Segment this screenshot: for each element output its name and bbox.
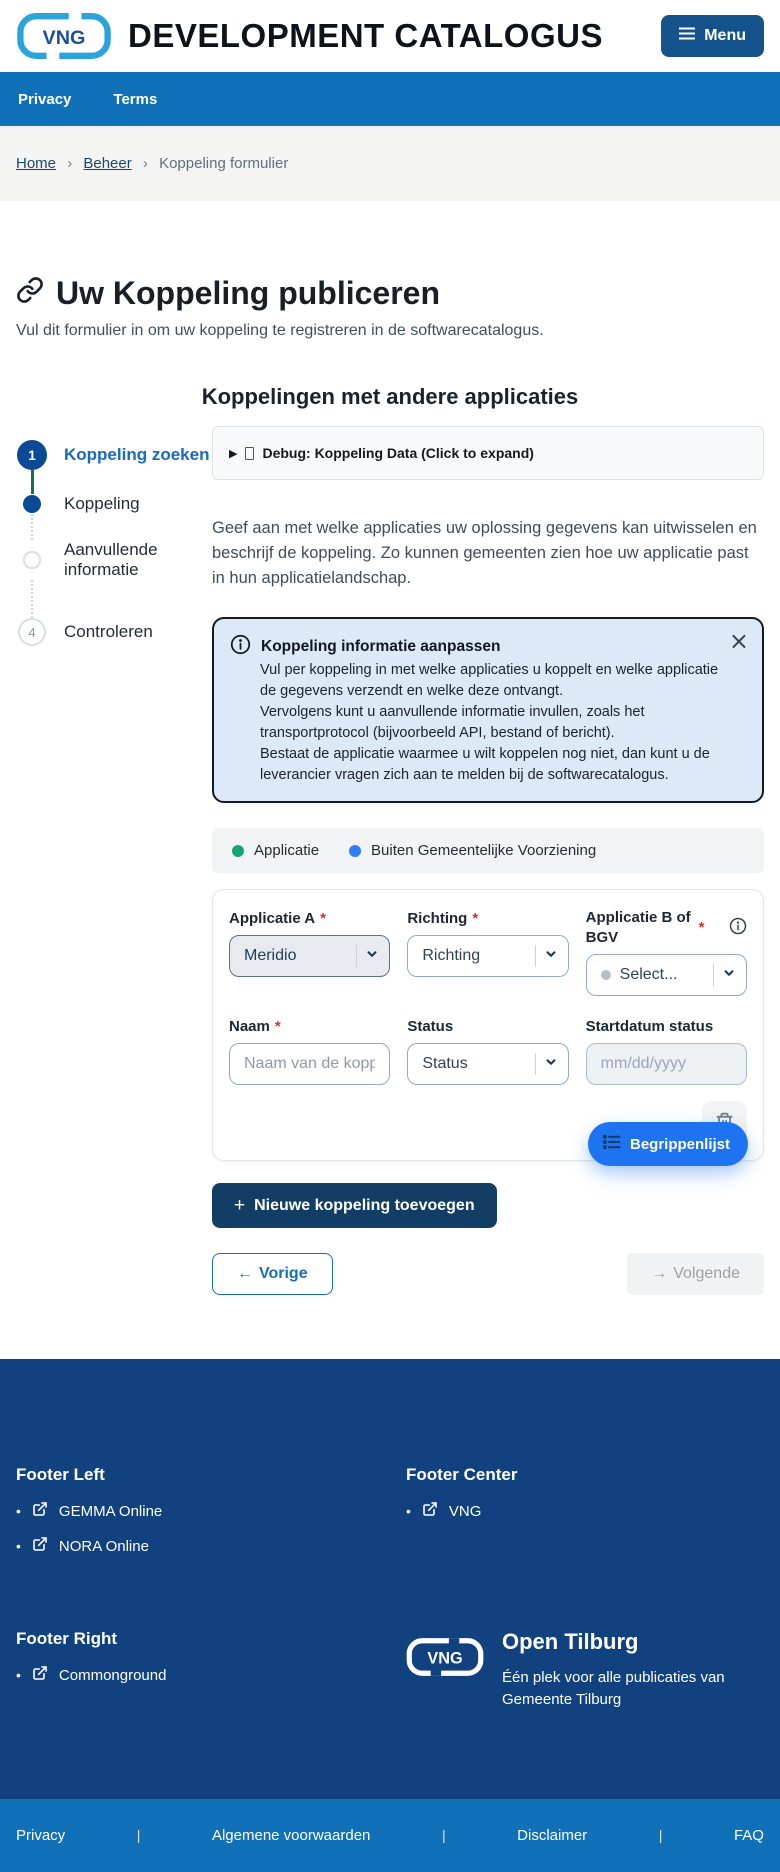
footer-left-heading: Footer Left bbox=[16, 1465, 105, 1485]
breadcrumb bbox=[0, 126, 780, 201]
field-status bbox=[407, 1016, 568, 1085]
bullet-icon: • bbox=[16, 1538, 21, 1555]
applicatie-a-select[interactable] bbox=[229, 935, 390, 977]
page-title bbox=[16, 275, 764, 312]
footer-link-gemma bbox=[16, 1501, 406, 1521]
step-4-label: Controleren bbox=[64, 622, 153, 641]
legend-bar bbox=[212, 828, 764, 873]
alert-body bbox=[260, 660, 722, 786]
breadcrumb-beheer[interactable]: Beheer bbox=[83, 155, 132, 172]
add-koppeling-label: Nieuwe koppeling toevoegen bbox=[254, 1196, 475, 1214]
vng-logo[interactable] bbox=[16, 13, 112, 59]
previous-label: Vorige bbox=[259, 1265, 308, 1283]
alert-line: Vul per koppeling in met welke applicaties u koppelt en welke applicatie de gegevens verzendt en welke deze ontvangt. bbox=[260, 662, 719, 700]
applicatie-a-label: Applicatie A bbox=[229, 909, 316, 927]
status-label: Status bbox=[407, 1017, 454, 1035]
required-asterisk: * bbox=[274, 1017, 281, 1035]
footer-brand-title: Open Tilburg bbox=[502, 1629, 639, 1655]
breadcrumb-current: Koppeling formulier bbox=[159, 155, 289, 172]
debug-expander[interactable] bbox=[212, 426, 764, 480]
legend-bgv bbox=[349, 842, 596, 859]
external-link-icon bbox=[32, 1501, 48, 1521]
legal-link-voorwaarden[interactable]: Algemene voorwaarden bbox=[211, 1826, 371, 1844]
status-select[interactable] bbox=[407, 1043, 568, 1085]
bullet-icon: • bbox=[16, 1503, 21, 1520]
chevron-down-icon bbox=[544, 1055, 558, 1074]
footer-brand-block bbox=[406, 1629, 764, 1711]
step-1-circle: 1 bbox=[17, 440, 47, 470]
expander-caret-icon: ▶ bbox=[229, 447, 238, 460]
external-link-icon bbox=[32, 1665, 48, 1685]
footer-link-commonground bbox=[16, 1665, 406, 1685]
legal-link-privacy[interactable]: Privacy bbox=[16, 1826, 66, 1844]
app-title: DEVELOPMENT CATALOGUS bbox=[128, 17, 603, 54]
nav-link-terms[interactable]: Terms bbox=[113, 90, 158, 108]
wizard-stepper bbox=[16, 426, 212, 1295]
stepper-connector-done bbox=[31, 470, 34, 494]
green-dot-icon bbox=[232, 845, 244, 857]
field-naam bbox=[229, 1016, 390, 1085]
blue-dot-icon bbox=[349, 845, 361, 857]
bullet-icon: • bbox=[406, 1503, 411, 1520]
info-icon bbox=[230, 634, 251, 660]
naam-input[interactable] bbox=[229, 1043, 390, 1085]
external-link-icon bbox=[32, 1536, 48, 1556]
footer-link-nora-label[interactable]: NORA Online bbox=[58, 1537, 149, 1555]
alert-line: Vervolgens kunt u aanvullende informatie invullen, zoals het transportprotocol (bijvoorbeeld API, bestand of bericht). bbox=[260, 704, 645, 742]
stepper-step-4[interactable] bbox=[16, 618, 212, 646]
footer-center-column bbox=[406, 1465, 764, 1571]
begrippenlijst-button[interactable] bbox=[588, 1122, 748, 1166]
legal-bar bbox=[0, 1799, 780, 1872]
vng-logo-footer bbox=[406, 1629, 484, 1690]
bug-glyph-icon bbox=[245, 447, 254, 460]
applicatie-b-value: Select... bbox=[619, 966, 678, 984]
page-subtitle: Vul dit formulier in om uw koppeling te registreren in de softwarecatalogus. bbox=[16, 322, 544, 339]
status-value: Status bbox=[422, 1055, 468, 1073]
wizard-nav bbox=[212, 1253, 764, 1295]
link-icon bbox=[16, 275, 44, 312]
option-dot-icon bbox=[601, 970, 611, 980]
footer-right-heading: Footer Right bbox=[16, 1629, 118, 1649]
field-startdatum bbox=[586, 1016, 747, 1085]
chevron-down-icon bbox=[544, 947, 558, 966]
field-richting bbox=[407, 908, 568, 996]
legal-separator: | bbox=[658, 1827, 663, 1844]
alert-close-icon[interactable]: × bbox=[728, 627, 749, 656]
footer-link-vng bbox=[406, 1501, 764, 1521]
breadcrumb-separator: › bbox=[67, 155, 73, 172]
section-heading: Koppelingen met andere applicaties bbox=[201, 384, 579, 409]
applicatie-b-select[interactable] bbox=[586, 954, 747, 996]
begrippenlijst-label: Begrippenlijst bbox=[629, 1135, 730, 1153]
site-footer bbox=[0, 1359, 780, 1799]
required-asterisk: * bbox=[472, 909, 479, 927]
step-1-label: Koppeling zoeken bbox=[64, 445, 210, 464]
legend-applicatie bbox=[232, 842, 319, 859]
required-asterisk: * bbox=[320, 909, 326, 927]
footer-link-commonground-label[interactable]: Commonground bbox=[58, 1666, 167, 1684]
footer-brand-tagline: Één plek voor alle publicaties van Gemeente Tilburg bbox=[502, 1669, 725, 1709]
stepper-step-2[interactable] bbox=[16, 494, 212, 514]
footer-link-vng-label[interactable]: VNG bbox=[448, 1502, 482, 1520]
chevron-down-icon bbox=[365, 947, 379, 966]
bullet-icon: • bbox=[16, 1667, 21, 1684]
legal-separator: | bbox=[441, 1827, 446, 1844]
debug-expander-label: Debug: Koppeling Data (Click to expand) bbox=[262, 445, 534, 461]
stepper-step-3[interactable] bbox=[16, 540, 212, 580]
stepper-connector-pending bbox=[31, 580, 33, 618]
legal-link-disclaimer[interactable]: Disclaimer bbox=[517, 1826, 588, 1844]
vng-logo-text: VNG bbox=[42, 26, 86, 49]
stepper-connector-pending bbox=[31, 514, 33, 540]
alert-line: Bestaat de applicatie waarmee u wilt koppelen nog niet, dan kunt u de leverancier vragen zich aan te melden bij de softwarecatalogus. bbox=[260, 746, 710, 784]
footer-link-gemma-label[interactable]: GEMMA Online bbox=[58, 1502, 163, 1520]
plus-icon: + bbox=[234, 1195, 246, 1217]
hamburger-icon bbox=[679, 27, 695, 45]
footer-link-nora bbox=[16, 1536, 406, 1556]
list-icon bbox=[603, 1134, 621, 1154]
step-2-dot bbox=[23, 495, 41, 513]
legend-applicatie-label: Applicatie bbox=[254, 842, 320, 860]
legend-bgv-label: Buiten Gemeentelijke Voorziening bbox=[371, 842, 597, 860]
required-asterisk: * bbox=[698, 919, 705, 937]
menu-button[interactable] bbox=[661, 15, 764, 57]
page-title-text: Uw Koppeling publiceren bbox=[56, 275, 441, 311]
startdatum-label: Startdatum status bbox=[585, 1017, 714, 1035]
naam-label: Naam bbox=[229, 1017, 270, 1035]
breadcrumb-home[interactable]: Home bbox=[16, 155, 57, 172]
koppeling-form-card bbox=[212, 889, 764, 1161]
section-intro: Geef aan met welke applicaties uw oplossing gegevens kan uitwisselen en beschrijf de koppeling. Zo kunnen gemeenten zien hoe uw applicatie past in hun applicatielandschap. bbox=[212, 519, 757, 587]
field-info-icon[interactable] bbox=[729, 917, 747, 939]
stepper-step-1[interactable] bbox=[16, 440, 212, 470]
richting-label: Richting bbox=[407, 909, 468, 927]
main-grid bbox=[0, 410, 780, 1295]
richting-value: Richting bbox=[422, 947, 481, 965]
info-alert bbox=[212, 617, 764, 803]
form-content bbox=[212, 426, 764, 1295]
next-button[interactable] bbox=[627, 1253, 764, 1295]
field-applicatie-a bbox=[229, 908, 390, 996]
step-3-circle bbox=[23, 551, 41, 569]
arrow-left-icon: ← bbox=[237, 1265, 253, 1283]
top-nav bbox=[0, 72, 780, 126]
footer-left-column bbox=[16, 1465, 406, 1571]
chevron-down-icon bbox=[722, 966, 736, 985]
legal-link-faq[interactable]: FAQ bbox=[733, 1826, 764, 1844]
applicatie-b-label: Applicatie B of BGV bbox=[585, 909, 691, 946]
site-header bbox=[0, 0, 780, 72]
field-applicatie-b bbox=[586, 908, 747, 996]
startdatum-input[interactable] bbox=[586, 1043, 747, 1085]
step-4-circle: 4 bbox=[18, 618, 46, 646]
alert-title: Koppeling informatie aanpassen bbox=[261, 638, 501, 656]
footer-right-column bbox=[16, 1629, 406, 1711]
step-2-label: Koppeling bbox=[64, 494, 140, 513]
breadcrumb-separator: › bbox=[142, 155, 148, 172]
legal-separator: | bbox=[136, 1827, 141, 1844]
arrow-right-icon: → bbox=[651, 1265, 668, 1283]
external-link-icon bbox=[422, 1501, 438, 1521]
nav-link-privacy[interactable]: Privacy bbox=[18, 90, 72, 108]
richting-select[interactable] bbox=[407, 935, 568, 977]
next-label: Volgende bbox=[673, 1265, 740, 1283]
footer-center-heading: Footer Center bbox=[406, 1465, 518, 1485]
vng-logo-footer-text: VNG bbox=[427, 1649, 463, 1668]
menu-button-label: Menu bbox=[704, 27, 746, 44]
add-koppeling-button[interactable] bbox=[212, 1183, 497, 1228]
title-block bbox=[0, 201, 780, 340]
previous-button[interactable] bbox=[212, 1253, 333, 1295]
applicatie-a-value: Meridio bbox=[244, 947, 297, 965]
step-3-label: Aanvullende informatie bbox=[64, 540, 158, 579]
